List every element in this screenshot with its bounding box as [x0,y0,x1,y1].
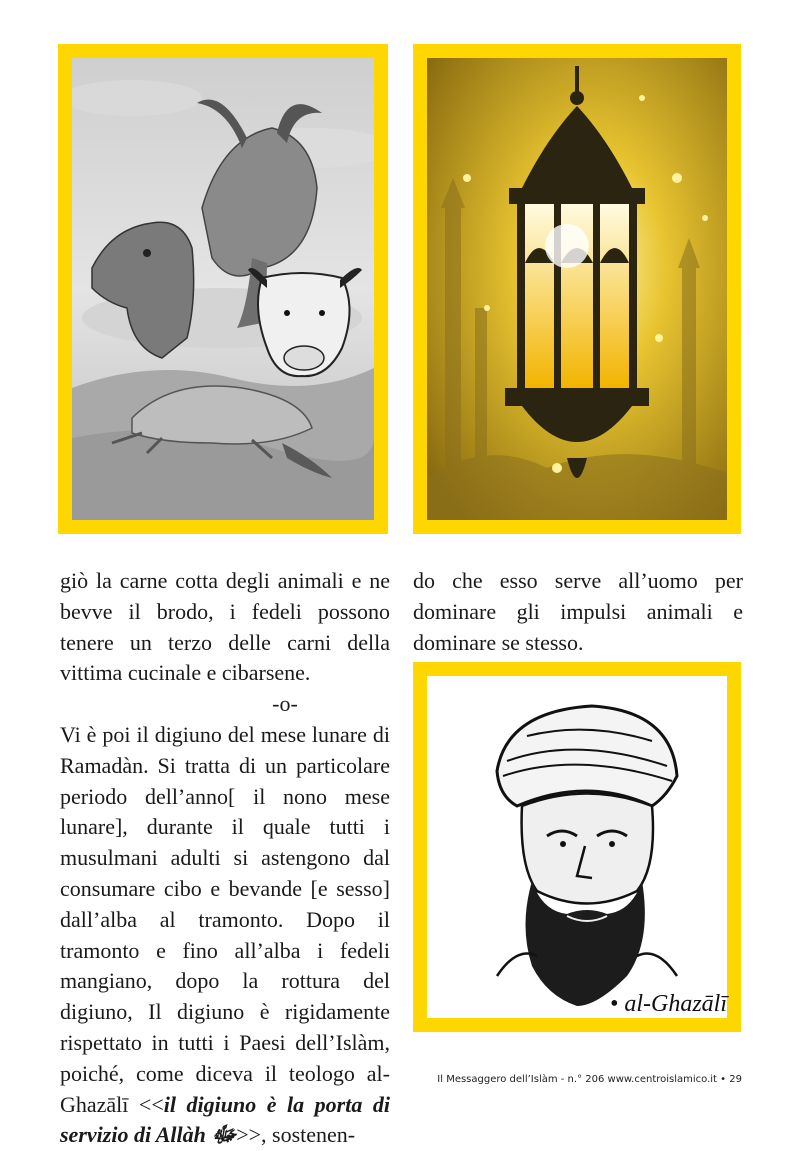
lantern-image-frame [413,44,741,534]
animals-illustration [72,58,374,520]
ramadan-lantern-icon [427,58,727,520]
section-separator: -o- [272,691,298,717]
portrait-caption: • al-Ghazālī [609,991,727,1017]
page-footer [437,1074,742,1085]
ghazali-quote: il digiuno è la porta di servizio di Allàh ﷻ [60,1091,390,1148]
ghazali-portrait [427,676,727,1018]
footer-bullet: • [720,1074,727,1085]
footer-website[interactable]: www.centroislamico.it [607,1074,717,1085]
sacrificial-animals-icon [72,58,374,520]
animals-image-frame [58,44,388,534]
left-text-column [60,566,390,1151]
footer-magazine: Il Messaggero dell’Islàm - n.° 206 [437,1074,605,1085]
left-paragraph-2-end: >>, sostenen- [236,1122,356,1148]
right-paragraph-1: do che esso serve all’uomo per dominare gli impulsi animali e dominare se stesso. [413,568,743,655]
left-paragraph-2-text: Vi è poi il digiuno del mese lunare di Ramadàn. Si tratta di un particolare periodo dell’anno[ il nono mese lunare], durante il quale tutti i musulmani adulti si astengono dal consumare cibo e bevande [e sesso] dall’alba al tramonto. Dopo il tramonto e fino all’alba i fedeli mangiano, dopo la rottura del digiuno, Il digiuno è rigidamente rispettato in tutti i Paesi dell’Islàm, poiché, come diceva il teologo al-Ghazālī << [60,721,390,1117]
right-text-column [413,566,743,658]
portrait-image-frame [413,662,741,1032]
left-paragraph-2 [60,720,390,1151]
ghazali-portrait-icon [427,676,727,1018]
page-number: 29 [729,1074,742,1085]
left-paragraph-1: giò la carne cotta degli animali e ne bevve il brodo, i fedeli possono tenere un terzo delle carni della vittima cucinale e cibarsene. [60,568,390,686]
lantern-illustration [427,58,727,520]
